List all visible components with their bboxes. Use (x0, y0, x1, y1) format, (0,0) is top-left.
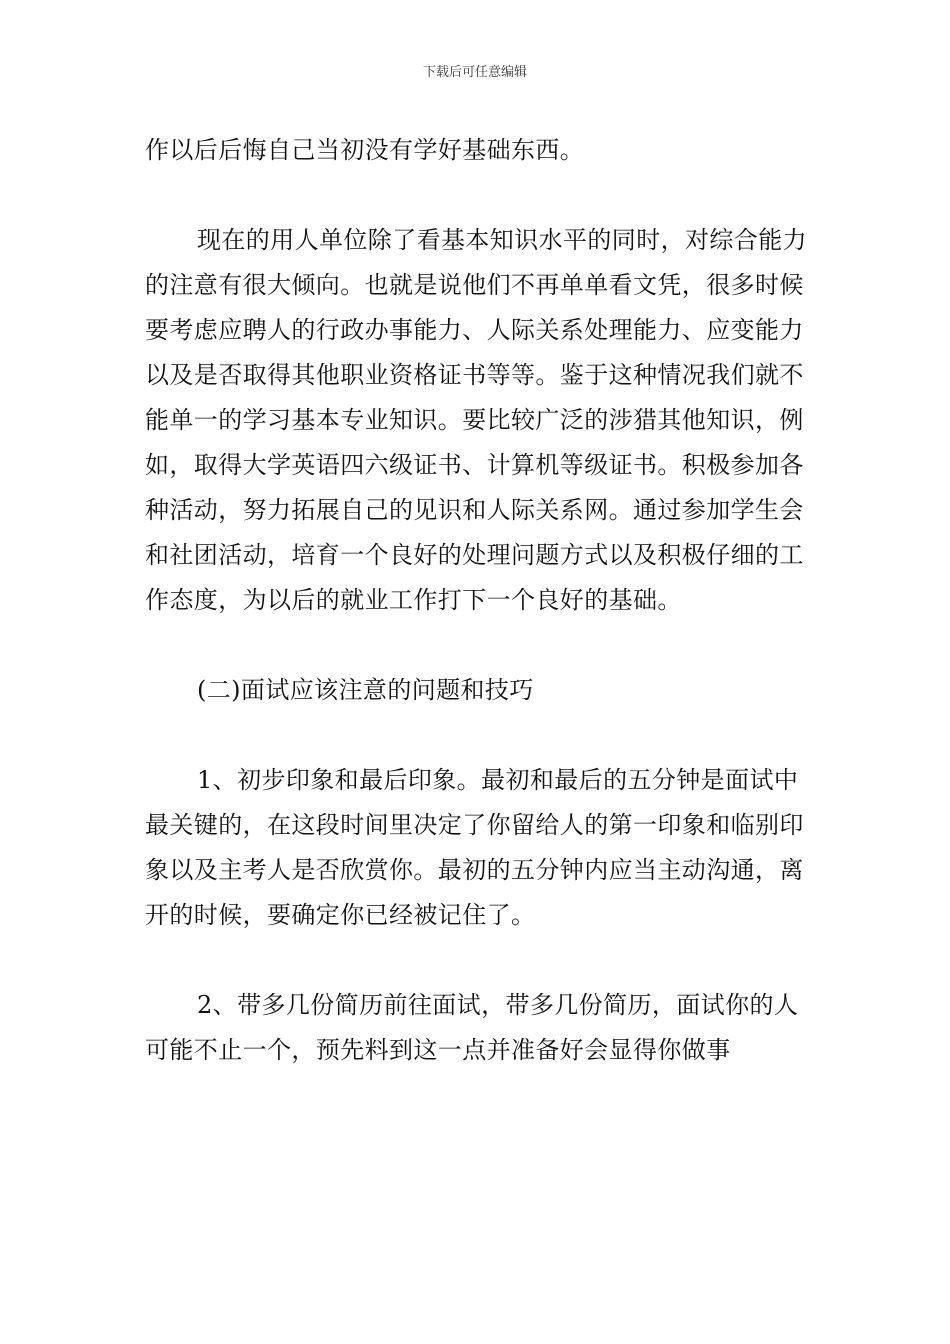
paragraph-first-last-impression: 1、初步印象和最后印象。最初和最后的五分钟是面试中最关键的，在这段时间里决定了你留给人的第一印象和临别印象以及主考人是否欣赏你。最初的五分钟内应当主动沟通，离开的时候，要确定你已经被记住了。 (145, 766, 804, 929)
section-heading: (二)面试应该注意的问题和技巧 (197, 676, 534, 704)
paragraph-bring-resumes: 2、带多几份简历前往面试，带多几份简历，面试你的人可能不止一个，预先料到这一点并准备好会显得你做事 (145, 991, 799, 1064)
continuation-paragraph: 作以后后悔自己当初没有学好基础东西。 (145, 136, 585, 164)
paragraph-employer-expectations: 现在的用人单位除了看基本知识水平的同时，对综合能力的注意有很大倾向。也就是说他们不再单单看文凭，很多时候要考虑应聘人的行政办事能力、人际关系处理能力、应变能力以及是否取得其他职业资格证书等等。鉴于这种情况我们就不能单一的学习基本专业知识。要比较广泛的涉猎其他知识，例如，取得大学英语四六级证书、计算机等级证书。积极参加各种活动，努力拓展自己的见识和人际关系网。通过参加学生会和社团活动，培育一个良好的处理问题方式以及积极仔细的工作态度，为以后的就业工作打下一个良好的基础。 (145, 226, 807, 614)
document-body (145, 128, 807, 1118)
page-header: 下载后可任意编辑 (422, 65, 527, 80)
